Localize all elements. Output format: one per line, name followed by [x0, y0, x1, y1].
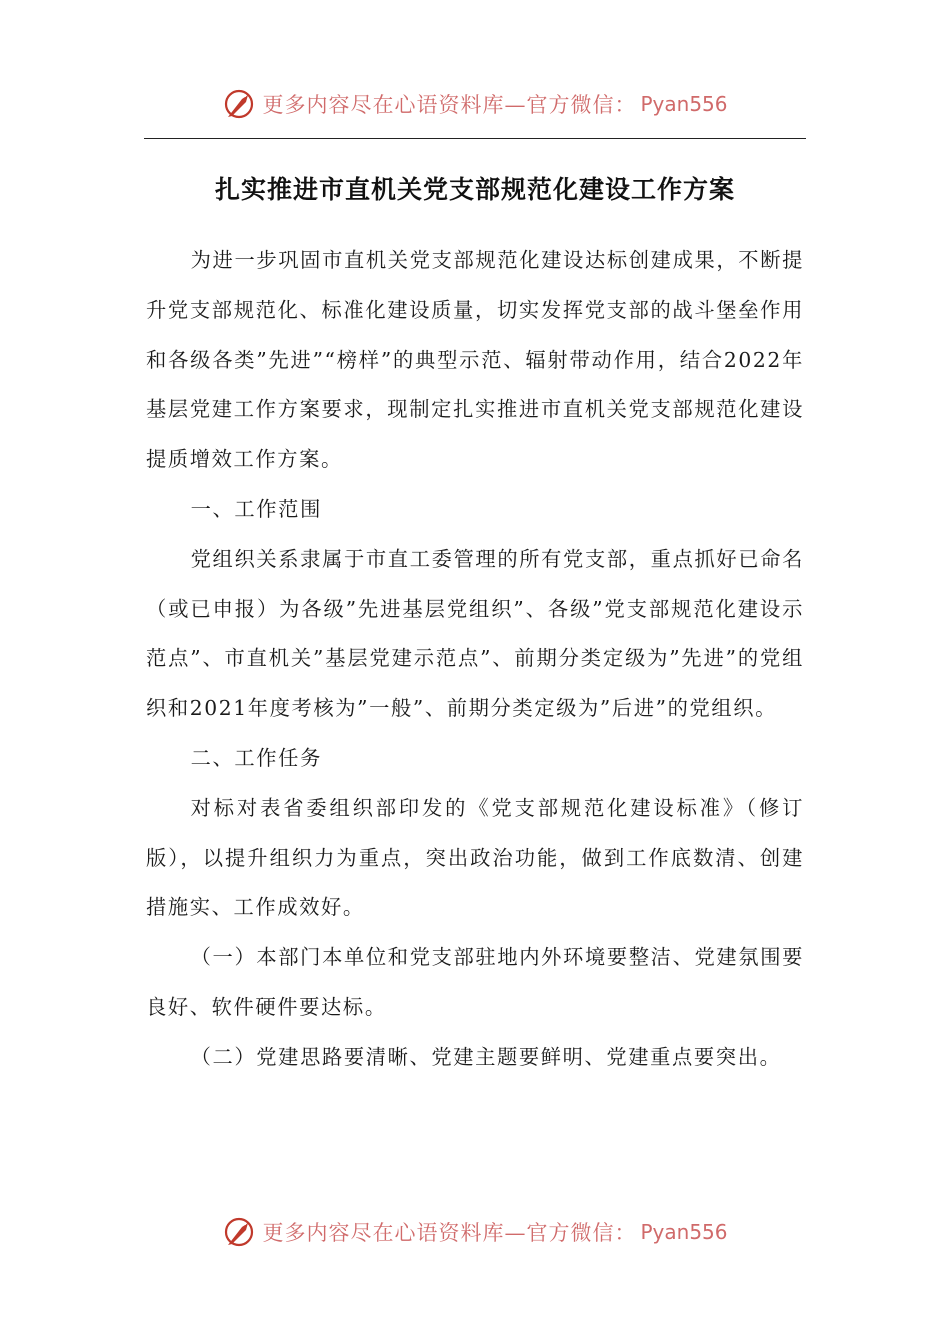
section-heading-scope: 一、工作范围	[190, 496, 322, 521]
document-body	[146, 236, 804, 1083]
scope-paragraph: 党组织关系隶属于市直工委管理的所有党支部，重点抓好已命名（或已申报）为各级”先进基层党组织”、各级”党支部规范化建设示范点”、市直机关”基层党建示范点”、前期分类定级为”先进”的党组织和2021年度考核为”一般”、前期分类定级为”后进”的党组织。	[146, 546, 804, 721]
header-watermark	[0, 84, 950, 124]
watermark-wechat-id: Pyan556	[640, 1220, 728, 1244]
watermark-text: 更多内容尽在心语资料库—官方微信：	[262, 1221, 637, 1245]
watermark-wechat-id: Pyan556	[640, 92, 728, 116]
footer-watermark	[0, 1212, 950, 1252]
watermark-text: 更多内容尽在心语资料库—官方微信：	[262, 93, 637, 117]
task-item-1: （一）本部门本单位和党支部驻地内外环境要整洁、党建氛围要良好、软件硬件要达标。	[146, 945, 804, 1019]
intro-paragraph: 为进一步巩固市直机关党支部规范化建设达标创建成果，不断提升党支部规范化、标准化建设质量，切实发挥党支部的战斗堡垒作用和各级各类”先进”“榜样”的典型示范、辐射带动作用，结合2022年基层党建工作方案要求，现制定扎实推进市直机关党支部规范化建设提质增效工作方案。	[146, 248, 804, 472]
pen-nib-logo-icon	[222, 87, 256, 121]
task-item-2: （二）党建思路要清晰、党建主题要鲜明、党建重点要突出。	[190, 1044, 782, 1069]
document-title: 扎实推进市直机关党支部规范化建设工作方案	[214, 175, 735, 204]
section-heading-tasks: 二、工作任务	[190, 745, 322, 770]
tasks-paragraph: 对标对表省委组织部印发的《党支部规范化建设标准》（修订版），以提升组织力为重点，突出政治功能，做到工作底数清、创建措施实、工作成效好。	[146, 795, 804, 920]
header-rule	[144, 138, 806, 139]
pen-nib-logo-icon	[222, 1215, 256, 1249]
